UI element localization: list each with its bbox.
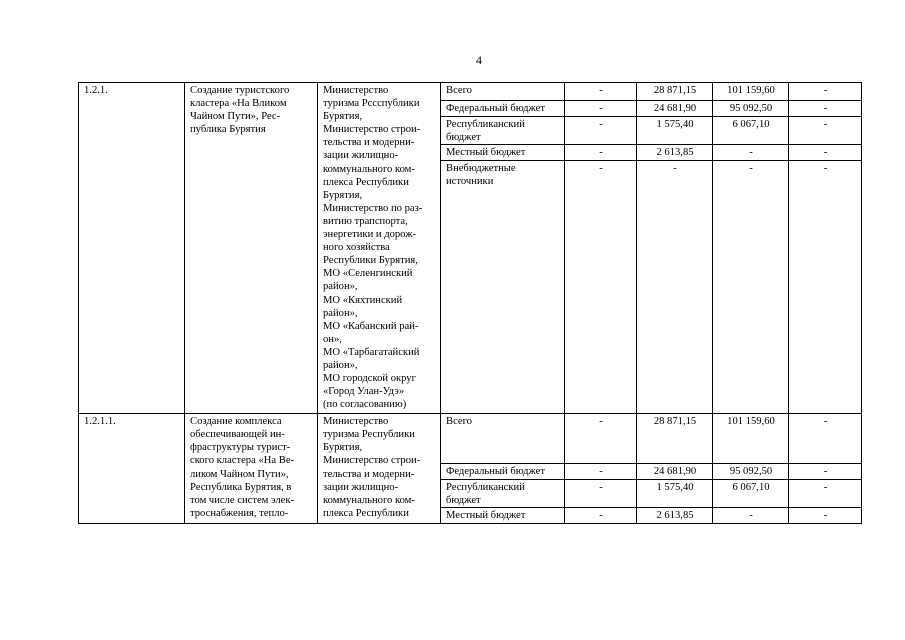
item-executor-cell <box>318 414 441 524</box>
funding-value-cell: - <box>713 161 789 414</box>
cell-text-line: МО «Тарбагатайский <box>323 346 420 358</box>
funding-value-cell: - <box>713 508 789 524</box>
cell-text-line: коммунального ком- <box>323 494 415 506</box>
funding-value-cell: - <box>789 508 862 524</box>
cell-text-line: Чайном Пути», Рес- <box>190 111 281 123</box>
funding-value-cell: 1 575,40 <box>637 117 713 145</box>
funding-value-cell: - <box>565 83 637 101</box>
funding-value-cell: - <box>789 480 862 508</box>
cell-text-line: фраструктуры турист- <box>190 442 291 454</box>
cell-text-line: тельства и модерни- <box>323 137 415 149</box>
cell-text-line: Министерство <box>323 85 389 96</box>
cell-text-line: энергетики и дорож- <box>323 229 417 241</box>
funding-value-cell: - <box>789 161 862 414</box>
funding-source-cell: Федеральный бюджет <box>441 101 565 117</box>
funding-source-cell: Республиканский бюджет <box>441 480 565 508</box>
funding-value-cell: 28 871,15 <box>637 414 713 464</box>
funding-value-cell: 95 092,50 <box>713 101 789 117</box>
funding-value-cell: 24 681,90 <box>637 464 713 480</box>
funding-value-cell: - <box>565 145 637 161</box>
funding-source-cell: Местный бюджет <box>441 508 565 524</box>
item-code-cell: 1.2.1. <box>79 83 185 414</box>
cell-text-line: (по согласованию) <box>323 399 407 411</box>
funding-value-cell: 101 159,60 <box>713 83 789 101</box>
funding-value-cell: - <box>789 83 862 101</box>
cell-text-line: зации жилищно- <box>323 150 399 162</box>
funding-value-cell: - <box>565 161 637 414</box>
cell-text-line: зации жилищно- <box>323 481 399 493</box>
funding-value-cell: - <box>565 101 637 117</box>
funding-source-cell: Внебюджетные источники <box>441 161 565 414</box>
cell-text-line: Республики Бурятия, <box>323 255 418 267</box>
cell-text-line: кластера «На Вликом <box>190 98 287 110</box>
funding-value-cell: - <box>565 480 637 508</box>
funding-value-cell: - <box>789 117 862 145</box>
funding-value-cell: - <box>565 508 637 524</box>
cell-text-line: плекса Республики <box>323 176 409 188</box>
funding-value-cell: 6 067,10 <box>713 480 789 508</box>
cell-text-line: МО «Кяхтинский <box>323 294 403 306</box>
cell-text-line: плекса Республики <box>323 507 409 519</box>
cell-text-line: туризма Республики <box>323 429 415 441</box>
funding-value-cell: 6 067,10 <box>713 117 789 145</box>
funding-value-cell: 28 871,15 <box>637 83 713 101</box>
cell-text-line: МО «Селенгинский <box>323 268 413 280</box>
cell-text-line: ского кластера «На Ве- <box>190 455 295 467</box>
funding-value-cell: 2 613,85 <box>637 508 713 524</box>
cell-text-line: район», <box>323 281 358 293</box>
item-name-cell <box>185 83 318 414</box>
funding-value-cell: 2 613,85 <box>637 145 713 161</box>
funding-value-cell: - <box>565 464 637 480</box>
funding-source-cell: Федеральный бюджет <box>441 464 565 480</box>
funding-value-cell: - <box>789 101 862 117</box>
funding-value-cell: - <box>789 145 862 161</box>
cell-text-line: «Город Улан-Удэ» <box>323 386 405 398</box>
table-row <box>79 414 862 464</box>
funding-value-cell: - <box>565 414 637 464</box>
cell-text-line: ликом Чайном Пути», <box>190 468 289 480</box>
cell-text-line: обеспечивающей ин- <box>190 429 285 441</box>
cell-text-line: Бурятия, <box>323 442 363 454</box>
cell-text-line: туризма Рссспублики <box>323 98 420 110</box>
cell-text-line: тельства и модерни- <box>323 468 415 480</box>
cell-text-line: витию трапспорта, <box>323 215 408 227</box>
funding-source-cell: Всего <box>441 83 565 101</box>
page-number: 4 <box>476 53 482 67</box>
cell-text-line: район», <box>323 359 358 371</box>
cell-text-line: ного хозяйства <box>323 242 390 254</box>
funding-value-cell: 1 575,40 <box>637 480 713 508</box>
funding-value-cell: - <box>637 161 713 414</box>
cell-text-line: троснабжения, тепло- <box>190 507 289 519</box>
funding-value-cell: - <box>713 145 789 161</box>
cell-text-line: Министерство <box>323 416 389 428</box>
cell-text-line: Республика Бурятия, в <box>190 481 292 493</box>
funding-value-cell: 101 159,60 <box>713 414 789 464</box>
cell-text-line: Министерство строи- <box>323 455 421 467</box>
funding-source-cell: Местный бюджет <box>441 145 565 161</box>
funding-value-cell: - <box>565 117 637 145</box>
item-code-cell: 1.2.1.1. <box>79 414 185 524</box>
funding-value-cell: - <box>789 464 862 480</box>
funding-source-cell: Республиканский бюджет <box>441 117 565 145</box>
cell-text-line: МО «Кабанский рай- <box>323 320 419 332</box>
cell-text-line: Министерство строи- <box>323 124 421 136</box>
item-name-cell <box>185 414 318 524</box>
cell-text-line: Создание туристского <box>190 85 290 96</box>
cell-text-line: том числе систем элек- <box>190 494 295 506</box>
funding-value-cell: 95 092,50 <box>713 464 789 480</box>
cell-text-line: он», <box>323 333 342 345</box>
cell-text-line: Создание комплекса <box>190 416 282 428</box>
table-row <box>79 83 862 101</box>
cell-text-line: район», <box>323 307 358 319</box>
cell-text-line: Бурятия, <box>323 111 363 123</box>
cell-text-line: коммунального ком- <box>323 163 415 175</box>
funding-value-cell: - <box>789 414 862 464</box>
cell-text-line: МО городской округ <box>323 373 416 385</box>
cell-text-line: публика Бурятия <box>190 124 266 136</box>
cell-text-line: Бурятия, <box>323 189 363 201</box>
item-executor-cell <box>318 83 441 414</box>
funding-source-cell: Всего <box>441 414 565 464</box>
cell-text-line: Министерство по раз- <box>323 202 423 214</box>
budget-table <box>78 82 862 524</box>
funding-value-cell: 24 681,90 <box>637 101 713 117</box>
